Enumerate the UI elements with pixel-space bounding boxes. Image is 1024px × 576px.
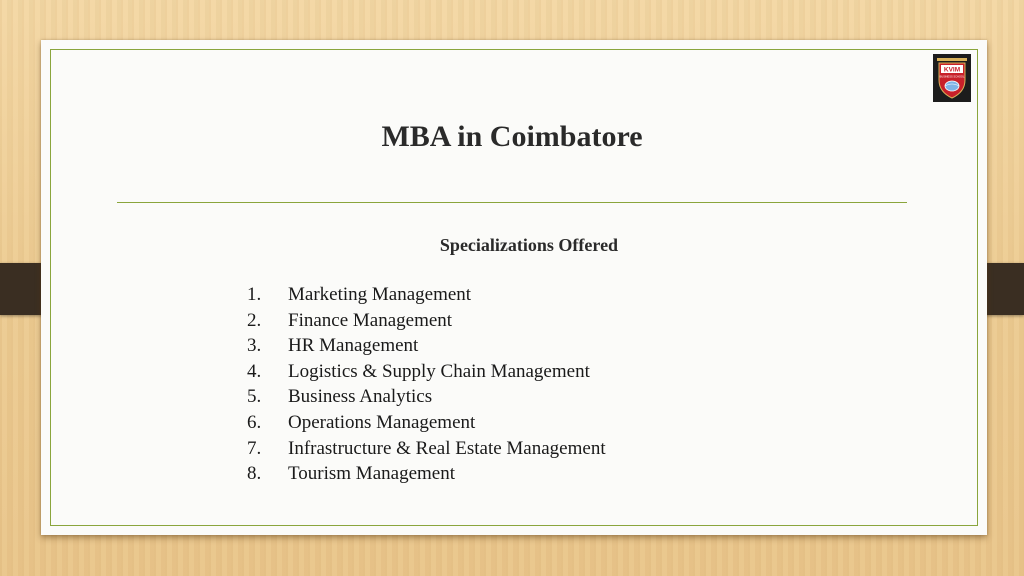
logo-subtext: BUSINESS SCHOOL [939, 75, 965, 79]
list-item [247, 359, 606, 385]
list-item [247, 308, 606, 334]
kvim-logo [933, 54, 971, 102]
list-item-number: 4. [247, 360, 262, 382]
list-item [247, 436, 606, 462]
logo-text: KVIM [943, 66, 961, 74]
list-item-label: Logistics & Supply Chain Management [288, 360, 590, 382]
list-item-label: Operations Management [288, 411, 476, 433]
list-item-number: 6. [247, 411, 262, 433]
list-item [247, 410, 606, 436]
list-item-label: HR Management [288, 335, 419, 357]
list-item [247, 282, 606, 308]
list-item-label: Tourism Management [288, 463, 455, 485]
list-item [247, 384, 606, 410]
list-item-number: 1. [247, 284, 262, 305]
page-title: MBA in Coimbatore [381, 120, 643, 153]
list-item-number: 5. [247, 386, 262, 408]
list-item-label: Finance Management [288, 309, 453, 331]
list-item-label: Marketing Management [288, 284, 472, 305]
title-divider [117, 202, 907, 203]
list-item-number: 2. [247, 309, 262, 331]
shield-crest-icon [935, 56, 969, 100]
section-subtitle: Specializations Offered [439, 235, 619, 255]
list-item-label: Infrastructure & Real Estate Management [288, 437, 606, 459]
specializations-list [247, 282, 606, 487]
list-item [247, 461, 606, 487]
list-item-number: 7. [247, 437, 262, 459]
list-item [247, 333, 606, 359]
list-item-number: 3. [247, 335, 262, 357]
list-item-number: 8. [247, 463, 262, 485]
list-item-label: Business Analytics [288, 386, 433, 408]
